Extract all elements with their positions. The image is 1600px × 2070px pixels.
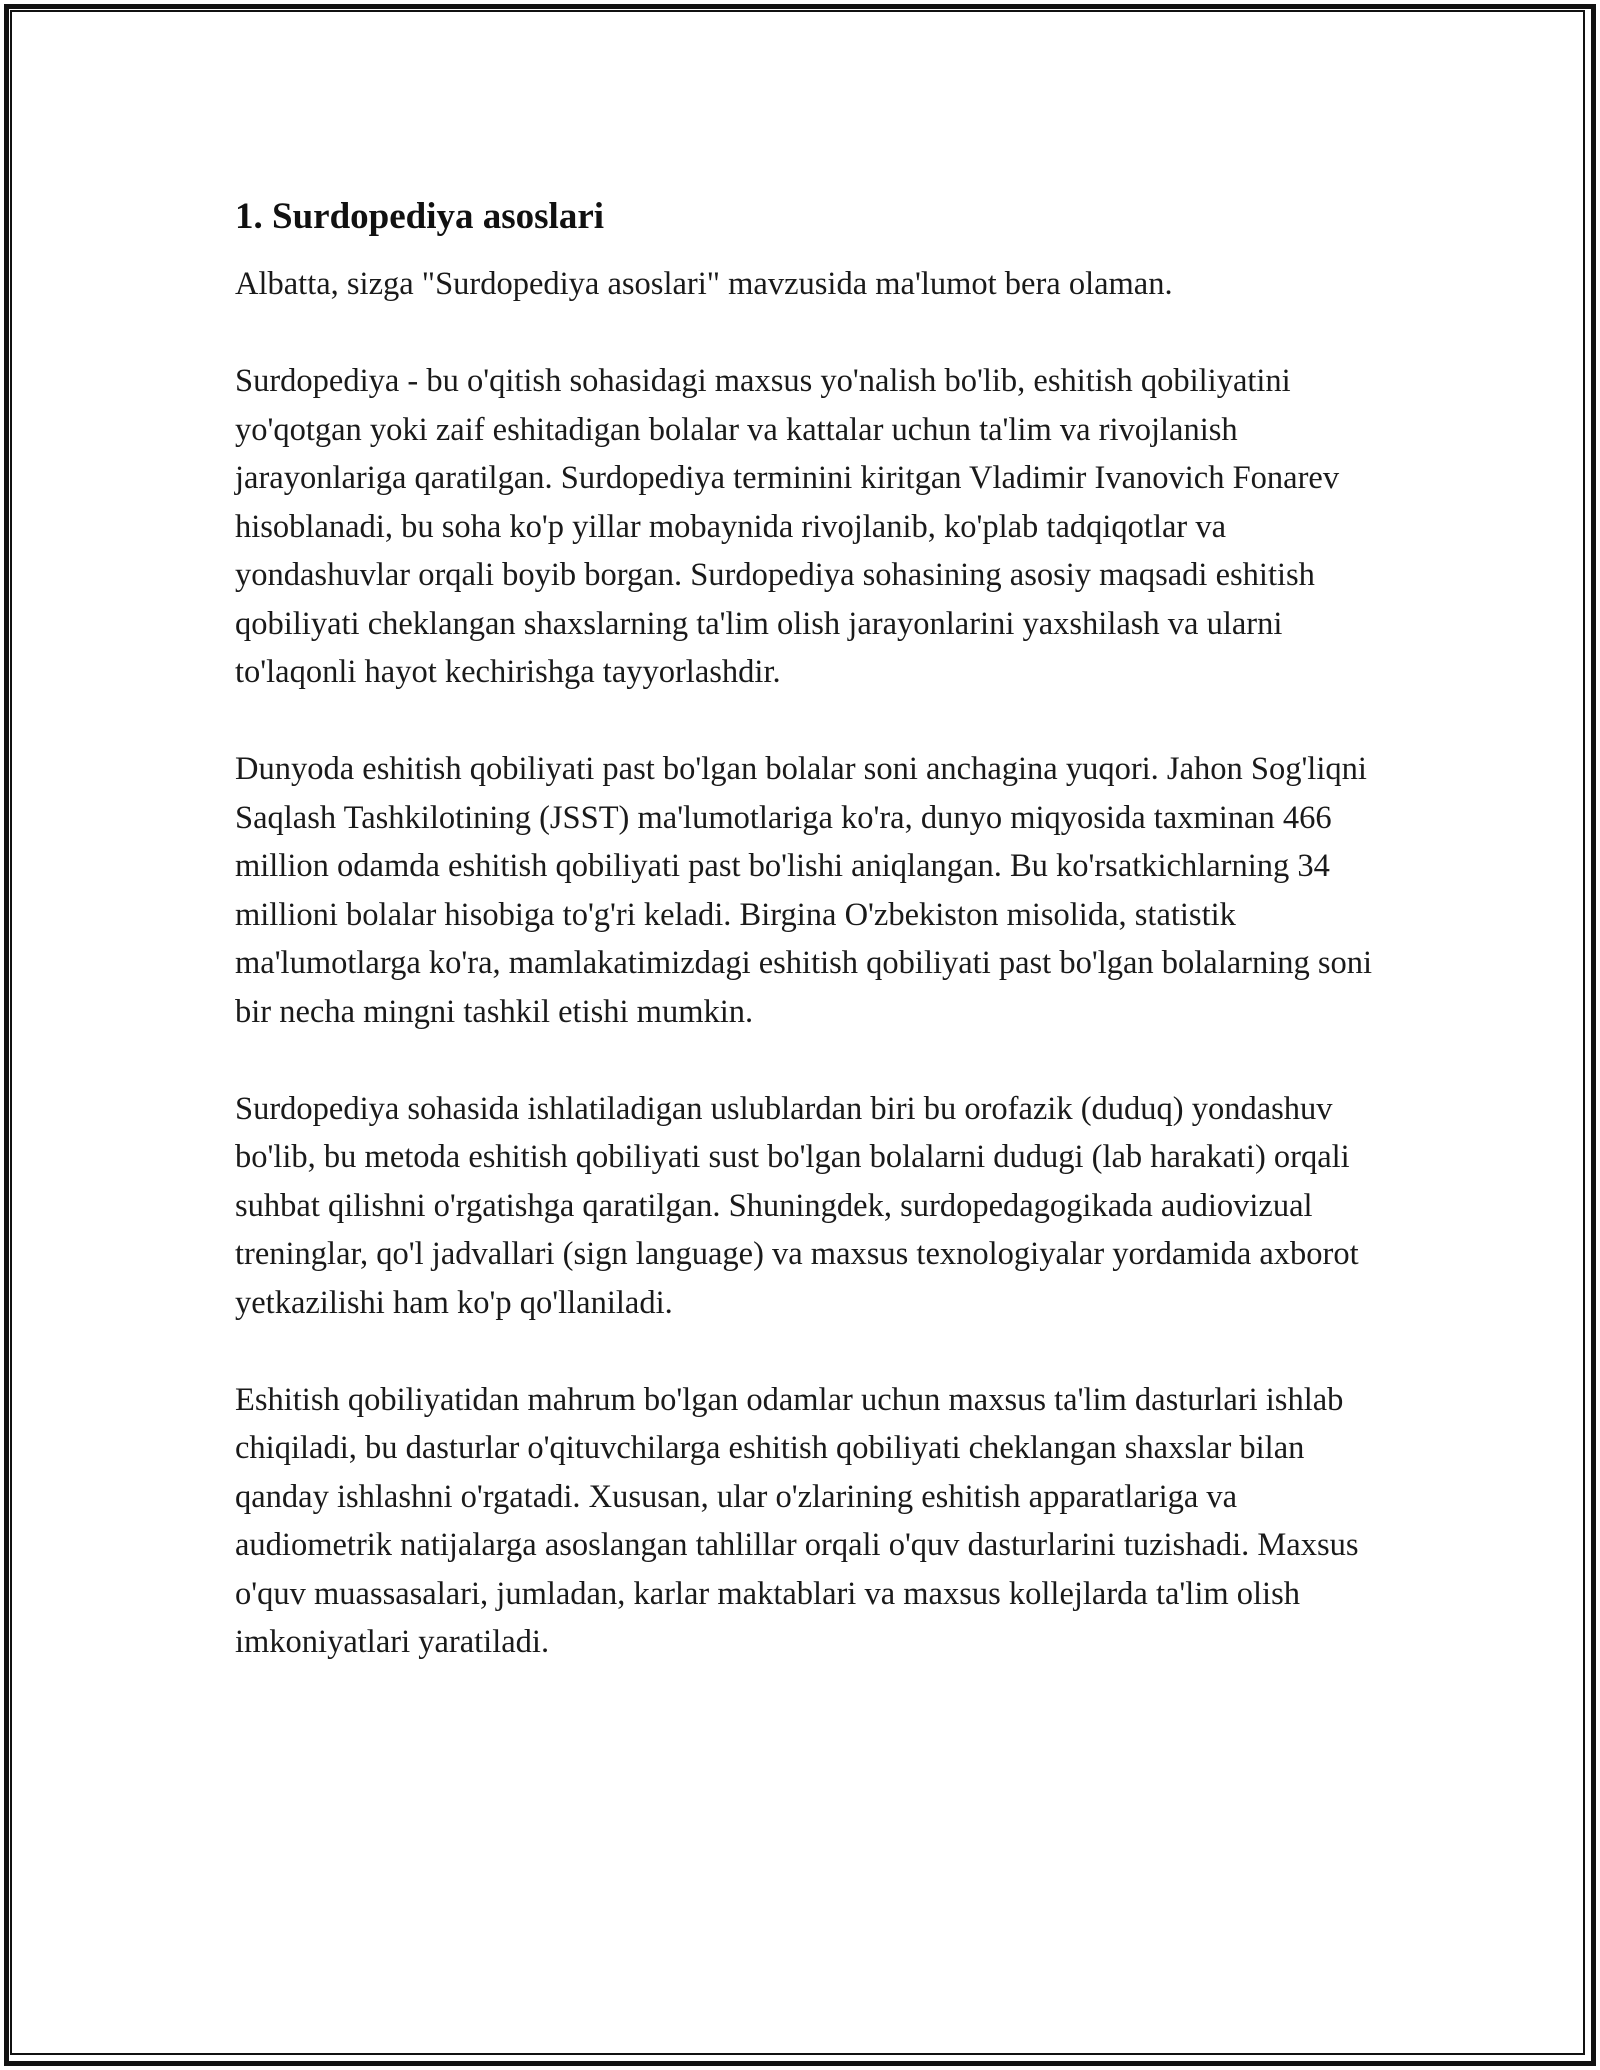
paragraph-definition: Surdopediya - bu o'qitish sohasidagi maxsus yo'nalish bo'lib, eshitish qobiliyatini yo'qotgan yoki zaif eshitadigan bolalar va kattalar uchun ta'lim va rivojlanish jarayonlariga qaratilgan. Surdopediya terminini kiritgan Vladimir Ivanovich Fonarev hisoblanadi, bu soha ko'p yillar mobaynida rivojlanib, ko'plab tadqiqotlar va yondashuvlar orqali boyib borgan. Surdopediya sohasining asosiy maqsadi eshitish qobiliyati cheklangan shaxslarning ta'lim olish jarayonlarini yaxshilash va ularni to'laqonli hayot kechirishga tayyorlashdir. — [235, 363, 1340, 690]
document-title: 1. Surdopediya asoslari — [235, 196, 605, 237]
document-body — [235, 180, 1375, 1715]
paragraph-methods: Surdopediya sohasida ishlatiladigan uslublardan biri bu orofazik (duduq) yondashuv bo'lib, bu metoda eshitish qobiliyati sust bo'lgan bolalarni dudugi (lab harakati) orqali suhbat qilishni o'rgatishga qaratilgan. Shuningdek, surdopedagogikada audiovizual treninglar, qo'l jadvallari (sign language) va maxsus texnologiyalar yordamida axborot yetkazilishi ham ko'p qo'llaniladi. — [235, 1090, 1359, 1321]
paragraph-intro: Albatta, sizga "Surdopediya asoslari" mavzusida ma'lumot bera olaman. — [235, 266, 1173, 302]
paragraph-programs: Eshitish qobiliyatidan mahrum bo'lgan odamlar uchun maxsus ta'lim dasturlari ishlab chiqiladi, bu dasturlar o'qituvchilarga eshitish qobiliyati cheklangan shaxslar bilan qanday ishlashni o'rgatadi. Xususan, ular o'zlarining eshitish apparatlariga va audiometrik natijalarga asoslangan tahlillar orqali o'quv dasturlarini tuzishadi. Maxsus o'quv muassasalari, jumladan, karlar maktablari va maxsus kollejlarda ta'lim olish imkoniyatlari yaratiladi. — [235, 1381, 1359, 1660]
paragraph-statistics: Dunyoda eshitish qobiliyati past bo'lgan bolalar soni anchagina yuqori. Jahon Sog'liqni Saqlash Tashkilotining (JSST) ma'lumotlariga ko'ra, dunyo miqyosida taxminan 466 million odamda eshitish qobiliyati past bo'lishi aniqlangan. Bu ko'rsatkichlarning 34 millioni bolalar hisobiga to'g'ri keladi. Birgina O'zbekiston misolida, statistik ma'lumotlarga ko'ra, mamlakatimizdagi eshitish qobiliyati past bo'lgan bolalarning soni bir necha mingni tashkil etishi mumkin. — [235, 751, 1373, 1030]
